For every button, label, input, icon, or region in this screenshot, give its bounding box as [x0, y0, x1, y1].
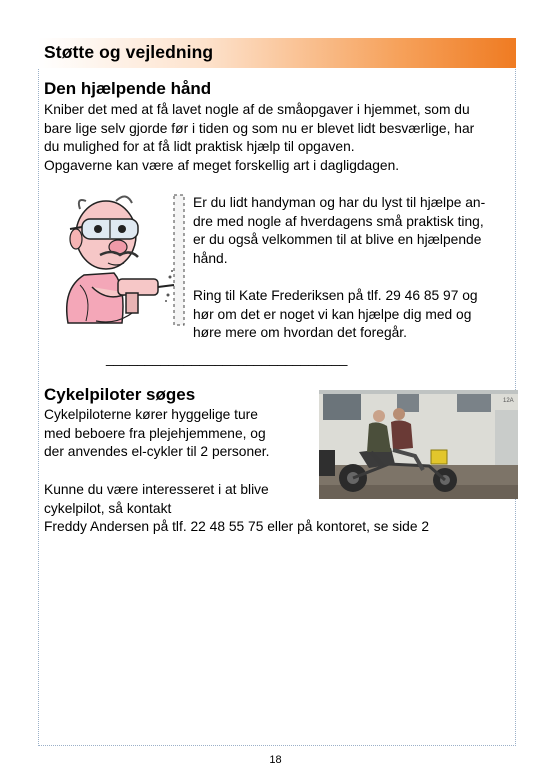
svg-text:12A: 12A — [503, 398, 514, 404]
heading-den-hjaelpende-haand: Den hjælpende hånd — [44, 79, 212, 98]
intro-line: Kniber det med at få lavet nogle af de småopgaver i hjemmet, som du — [44, 102, 470, 117]
handyman-line: dre med nogle af hverdagens små praktisk ting, — [193, 213, 484, 229]
handyman-line: er du også velkommen til at blive en hjælpende — [193, 232, 482, 248]
tandem-bike-photo — [319, 390, 518, 499]
contact-line: Ring til Kate Frederiksen på tlf. 29 46 85 97 og — [193, 288, 478, 303]
handyman-paragraph — [193, 194, 485, 268]
desc-line: der anvendes el-cykler til 2 personer. — [44, 444, 270, 460]
cykelpilot-description — [44, 406, 269, 462]
intro-line: bare lige selv gjorde før i tiden og som nu er blevet lidt besværlige, har — [44, 120, 475, 136]
contact-paragraph-kate — [193, 287, 478, 343]
contact-line: cykelpilot, så kontakt — [44, 500, 172, 516]
intro-line: Opgaverne kan være af meget forskellig art i dagligdagen. — [44, 157, 400, 173]
contact-line: Freddy Andersen på tlf. 22 48 55 75 eller på kontoret, se side 2 — [44, 519, 430, 535]
desc-line: Cykelpiloterne kører hyggelige ture — [44, 407, 258, 422]
heading-cykelpiloter-soeges: Cykelpiloter søges — [44, 385, 196, 404]
desc-line: med beboere fra plejehjemmene, og — [44, 425, 266, 441]
contact-line: høre mere om hvordan det foregår. — [193, 325, 407, 341]
intro-line: du mulighed for at få lidt praktisk hjælp til opgaven. — [44, 139, 355, 155]
handyman-line: Er du lidt handyman og har du lyst til hjælpe an- — [193, 195, 486, 210]
intro-paragraph — [44, 101, 474, 175]
handyman-line: hånd. — [193, 250, 228, 266]
section-title: Støtte og vejledning — [44, 42, 214, 62]
section-separator: _______________________________ — [106, 350, 348, 366]
contact-line: hør om det er noget vi kan hjælpe dig med og — [193, 306, 472, 322]
contact-line: Kunne du være interesseret i at blive — [44, 482, 269, 497]
cartoon-handyman-illustration — [56, 193, 186, 328]
page-number: 18 — [269, 754, 282, 766]
